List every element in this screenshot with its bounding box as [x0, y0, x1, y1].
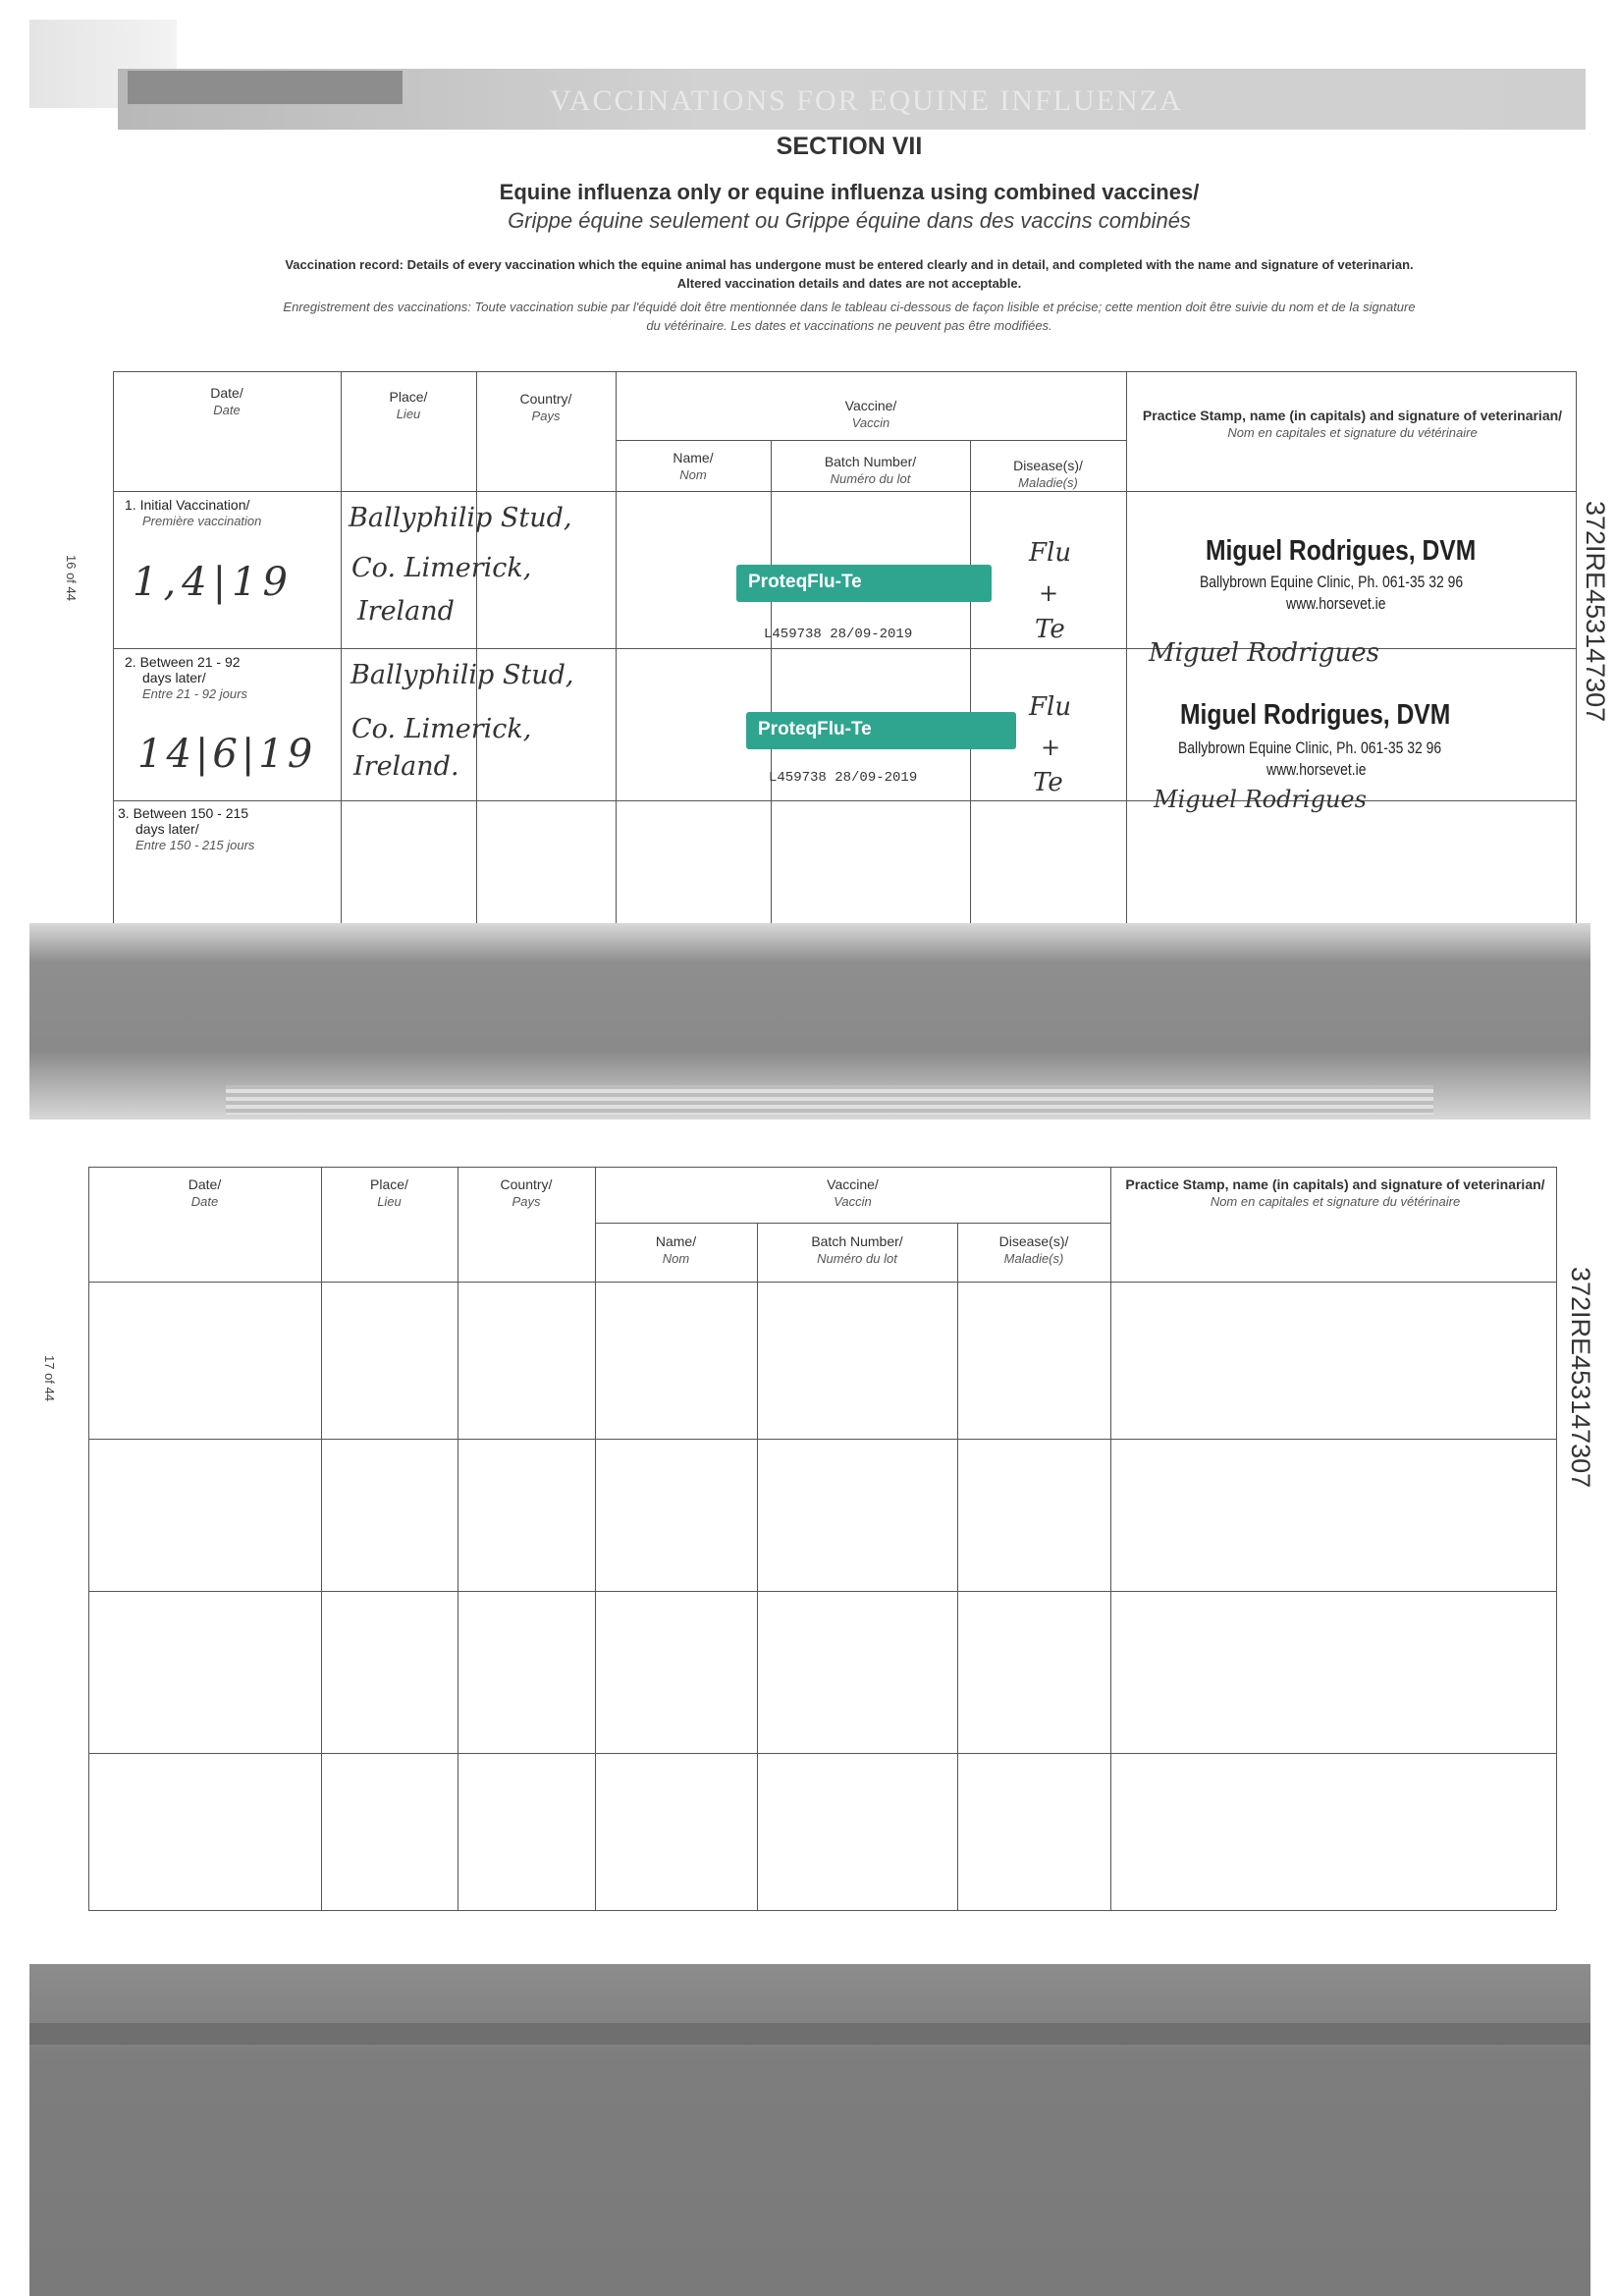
col-disease: Disease(s)/ Maladie(s) [1013, 458, 1083, 490]
instructions-en-2: Altered vaccination details and dates are not acceptable. [676, 276, 1022, 291]
col-name: Name/ Nom [673, 450, 714, 482]
subtitle-fr: Grippe équine seulement ou Grippe équine dans des vaccins combinés [508, 208, 1191, 233]
page-number-top: 16 of 44 [64, 555, 79, 601]
col-place: Place/ Lieu [389, 389, 428, 421]
instructions-fr-2: du vétérinaire. Les dates et vaccinations ne peuvent pas être modifiées. [646, 318, 1052, 333]
row1-label: 1. Initial Vaccination/ Première vaccination [125, 497, 262, 528]
row1-vaccine-label [736, 565, 992, 602]
row2-vet-clinic: Ballybrown Equine Clinic, Ph. 061-35 32 96 [1178, 738, 1442, 757]
col-country: Country/ Pays [519, 391, 572, 423]
row1-disease-1: Flu [1029, 538, 1072, 568]
row2-disease-3: Te [1033, 768, 1063, 797]
row2-disease-2: + [1041, 734, 1061, 761]
header-band-dark-block [128, 71, 403, 104]
row1-vet-name: Miguel Rodrigues, DVM [1206, 535, 1477, 567]
row1-lot: L459738 28/09-2019 [764, 627, 913, 642]
row2-vaccine-label [746, 712, 1016, 749]
row1-disease-2: + [1039, 579, 1059, 607]
row1-vet-web: www.horsevet.ie [1286, 594, 1386, 613]
col-stamp: Practice Stamp, name (in capitals) and signature of veterinarian/ Nom en capitales et signature du vétérinaire [1142, 408, 1563, 440]
row1-date: 1,4|19 [133, 560, 294, 605]
instructions-fr-1: Enregistrement des vaccinations: Toute vaccination subie par l'équidé doit être mentionnée dans le tableau ci-dessous de façon lisible et précise; cette mention doit être suivie du nom et de la signature [283, 300, 1416, 314]
bottom-col-name: Name/ Nom [655, 1233, 697, 1266]
page-number-bottom: 17 of 44 [42, 1355, 57, 1401]
row2-disease-1: Flu [1029, 692, 1072, 722]
col-date: Date/ Date [210, 385, 243, 417]
row1-signature: Miguel Rodrigues [1149, 638, 1380, 668]
side-code-bottom: 372IRE453147307 [1566, 1267, 1595, 1489]
bottom-col-date: Date/ Date [188, 1176, 222, 1209]
col-batch: Batch Number/ Numéro du lot [824, 454, 917, 486]
row1-vaccine-text: ProteqFlu-Te [748, 572, 862, 592]
row1-vet-clinic: Ballybrown Equine Clinic, Ph. 061-35 32 96 [1200, 573, 1464, 591]
row2-signature: Miguel Rodrigues [1154, 786, 1367, 813]
col-vaccine: Vaccine/ Vaccin [844, 398, 897, 430]
row2-place-3: Ireland. [353, 751, 459, 782]
row1-place-1: Ballyphilip Stud, [349, 503, 572, 533]
obscured-band-bottom [29, 1964, 1590, 2296]
bottom-col-place: Place/ Lieu [370, 1176, 408, 1209]
row3-label: 3. Between 150 - 215 days later/ Entre 150 - 215 jours [118, 805, 255, 852]
row2-place-2: Co. Limerick, [351, 714, 532, 744]
subtitle-en: Equine influenza only or equine influenza using combined vaccines/ [499, 180, 1200, 204]
header-band-title: VACCINATIONS FOR EQUINE INFLUENZA [550, 84, 1183, 117]
row1-place-3: Ireland [357, 596, 455, 627]
row1-disease-3: Te [1035, 615, 1065, 644]
row2-place-1: Ballyphilip Stud, [350, 660, 574, 690]
row2-lot: L459738 28/09-2019 [769, 770, 918, 786]
side-code-top: 372IRE453147307 [1581, 501, 1610, 723]
section-title: SECTION VII [776, 133, 923, 160]
bottom-col-disease: Disease(s)/ Maladie(s) [998, 1233, 1069, 1266]
bottom-col-stamp: Practice Stamp, name (in capitals) and signature of veterinarian/ Nom en capitales et signature du vétérinaire [1125, 1176, 1545, 1209]
row2-date: 14|6|19 [137, 732, 317, 777]
bottom-col-country: Country/ Pays [500, 1176, 553, 1209]
obscured-band-lines [226, 1085, 1433, 1115]
obscured-bottom-strip [29, 2023, 1590, 2045]
bottom-col-vaccine: Vaccine/ Vaccin [827, 1176, 879, 1209]
row2-vet-name: Miguel Rodrigues, DVM [1180, 699, 1451, 731]
row2-label: 2. Between 21 - 92 days later/ Entre 21 - 92 jours [125, 654, 247, 701]
instructions-en-1: Vaccination record: Details of every vaccination which the equine animal has undergone must be entered clearly and in detail, and completed with the name and signature of veterinarian. [285, 257, 1414, 272]
row1-place-2: Co. Limerick, [351, 553, 532, 583]
row2-vaccine-text: ProteqFlu-Te [758, 719, 872, 739]
bottom-col-batch: Batch Number/ Numéro du lot [811, 1233, 903, 1266]
row2-vet-web: www.horsevet.ie [1266, 760, 1367, 779]
